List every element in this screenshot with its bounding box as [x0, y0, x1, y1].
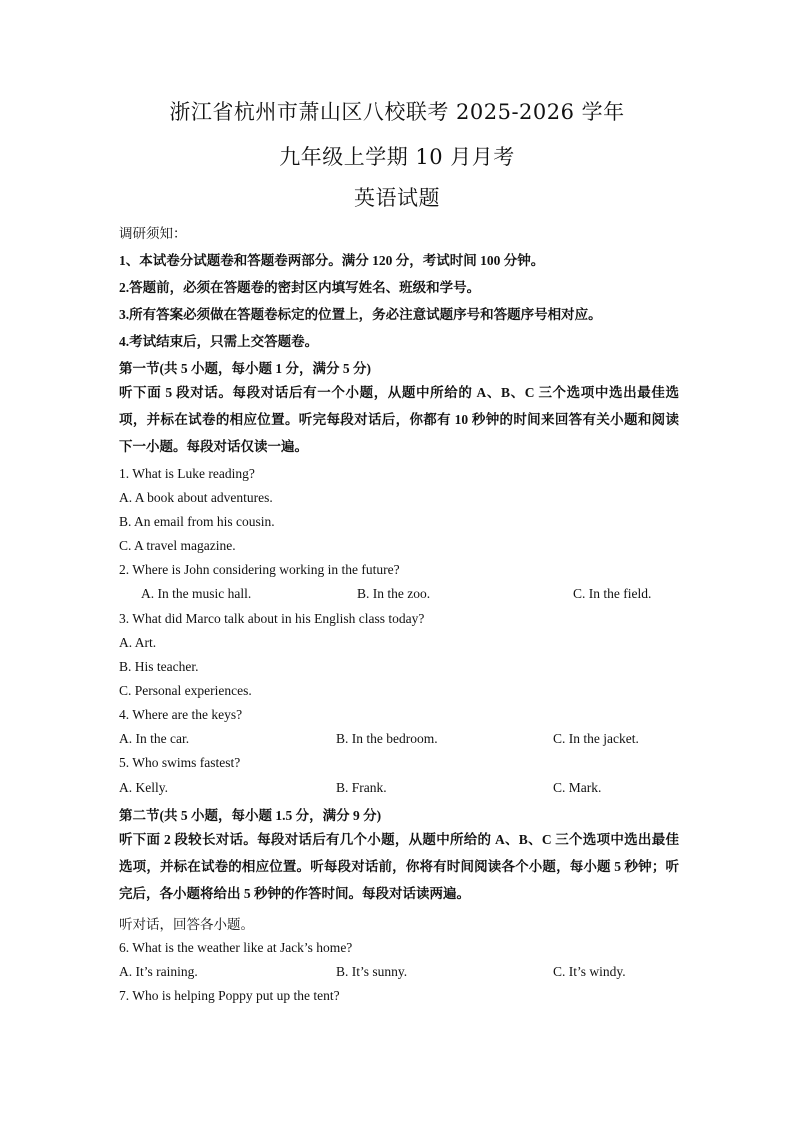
section2-instructions: 听下面 2 段较长对话。每段对话后有几个小题，从题中所给的 A、B、C 三个选项中选出最佳选项，并标在试卷的相应位置。听每段对话前，你将有时间阅读各个小题，每小题 5 秒钟；听完后，各小题将给出 5 秒钟的作答时间。每段对话读两遍。: [119, 832, 679, 901]
question-1-option-b: B. An email from his cousin.: [119, 514, 275, 529]
question-7-stem: 7. Who is helping Poppy put up the tent?: [119, 988, 340, 1003]
question-2-stem: 2. Where is John considering working in the future?: [119, 562, 400, 577]
section1-instructions: 听下面 5 段对话。每段对话后有一个小题，从题中所给的 A、B、C 三个选项中选出最佳选项，并标在试卷的相应位置。听完每段对话后，你都有 10 秒钟的时间来回答有关小题和阅读下一小题。每段对话仅读一遍。: [119, 385, 679, 454]
question-1-option-a: A. A book about adventures.: [119, 490, 273, 505]
question-4-option-a: A. In the car.: [119, 731, 190, 746]
question-6-option-c: C. It’s windy.: [553, 964, 626, 979]
question-2-option-c: C. In the field.: [573, 586, 652, 601]
question-1-option-c: C. A travel magazine.: [119, 538, 236, 553]
question-5-option-a: A. Kelly.: [119, 780, 168, 795]
question-6-option-b: B. It’s sunny.: [336, 964, 408, 979]
question-2-option-b: B. In the zoo.: [357, 586, 431, 601]
section2-sub-instruction: 听对话，回答各小题。: [119, 917, 254, 932]
notice-item-3: 3.所有答案必须做在答题卷标定的位置上，务必注意试题序号和答题序号相对应。: [119, 307, 602, 322]
question-3-option-b: B. His teacher.: [119, 659, 199, 674]
section2-heading: 第二节(共 5 小题，每小题 1.5 分，满分 9 分): [119, 808, 382, 823]
notice-item-1: 1、本试卷分试题卷和答题卷两部分。满分 120 分，考试时间 100 分钟。: [119, 253, 545, 268]
exam-title-line3: 英语试题: [354, 186, 440, 210]
exam-title-line2: 九年级上学期 10 月月考: [279, 145, 515, 169]
question-3-stem: 3. What did Marco talk about in his English class today?: [119, 611, 425, 626]
question-6-option-a: A. It’s raining.: [119, 964, 198, 979]
question-4-option-b: B. In the bedroom.: [336, 731, 438, 746]
question-5-option-c: C. Mark.: [553, 780, 602, 795]
question-5-stem: 5. Who swims fastest?: [119, 755, 241, 770]
question-3-option-a: A. Art.: [119, 635, 157, 650]
question-5-option-b: B. Frank.: [336, 780, 387, 795]
question-4-option-c: C. In the jacket.: [553, 731, 639, 746]
question-6-stem: 6. What is the weather like at Jack’s home?: [119, 940, 353, 955]
exam-title-line1: 浙江省杭州市萧山区八校联考 2025-2026 学年: [169, 100, 625, 124]
question-1-stem: 1. What is Luke reading?: [119, 466, 255, 481]
notice-item-2: 2.答题前，必须在答题卷的密封区内填写姓名、班级和学号。: [119, 280, 481, 295]
notice-item-4: 4.考试结束后，只需上交答题卷。: [119, 334, 319, 349]
notice-heading: 调研须知：: [119, 226, 187, 241]
question-2-option-a: A. In the music hall.: [141, 586, 252, 601]
question-4-stem: 4. Where are the keys?: [119, 707, 243, 722]
question-3-option-c: C. Personal experiences.: [119, 683, 252, 698]
section1-heading: 第一节(共 5 小题，每小题 1 分，满分 5 分): [119, 361, 371, 376]
